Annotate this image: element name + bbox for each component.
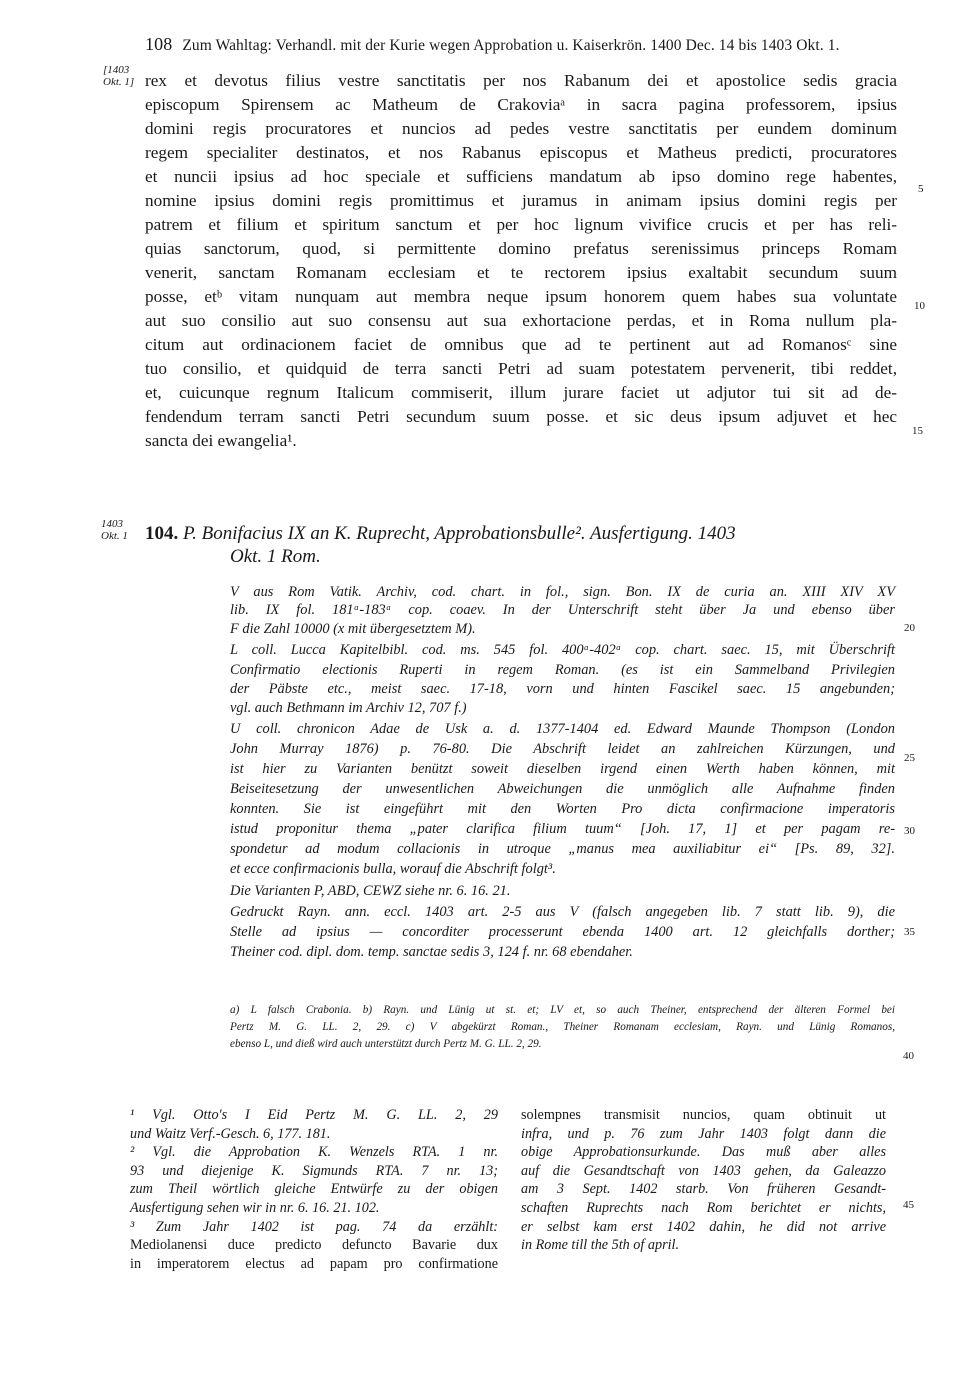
running-head-title: Zum Wahltag: Verhandl. mit der Kurie wegen Approbation u. Kaiserkrön. 1400 Dec. 14 bis 1403 Okt. 1. <box>182 37 840 54</box>
margin-note-doc-year: 1403 <box>101 518 123 530</box>
line-number: 10 <box>914 300 925 312</box>
source-line: John Murray 1876) p. 76-80. Die Abschrift leidet an zahlreichen Kürzungen, und <box>230 741 895 757</box>
body-line: tuo consilio, et quidquid de terra sancti Petri ad suam potestatem pervenerit, tibi reddet, <box>145 359 897 378</box>
variant-note-line: ebenso L, und dieß wird auch unterstützt durch Pertz M. G. LL. 2, 29. <box>230 1038 542 1050</box>
footnote-line: Ausfertigung sehen wir in nr. 6. 16. 21. 102. <box>130 1199 380 1216</box>
body-line: regem specialiter destinatos, et nos Rabanus episcopus et Matheus predicti, procuratores <box>145 143 897 162</box>
source-line: Stelle ad ipsius — concorditer processerunt ebenda 1400 art. 12 gleichfalls dorther; <box>230 924 895 940</box>
footnote-line: ² Vgl. die Approbation K. Wenzels RTA. 1 nr. <box>130 1144 498 1161</box>
body-line: et nuncii ipsius ad hoc speciale et sufficiens mandatum ab ipso domino rege habentes, <box>145 167 897 186</box>
body-line: et, cuicunque regnum Italicum commiserit, illum jurare faciet ut adjutor tui sit ad de- <box>145 383 897 402</box>
running-head <box>145 34 840 55</box>
body-line: rex et devotus filius vestre sanctitatis per nos Rabanum dei et apostolice sedis gracia <box>145 71 897 90</box>
body-line: nomine ipsius domini regis promittimus et juramus in animam ipsius domini regis per <box>145 191 897 210</box>
variant-note-line: Pertz M. G. LL. 2, 29. c) V abgekürzt Roman., Theiner Romanam ecclesiam, Rayn. und Lünig Romanos, <box>230 1021 895 1033</box>
source-line: lib. IX fol. 181ᵃ-183ᵃ cop. coaev. In der Unterschrift steht über Ja und ebenso über <box>230 602 895 618</box>
source-line: istud proponitur thema „pater clarifica filium tuum“ [Joh. 17, 1] et per pagam re- <box>230 821 895 837</box>
body-line: sancta dei ewangelia¹. <box>145 431 297 450</box>
document-number: 104. <box>145 523 179 544</box>
document-heading-line1: P. Bonifacius IX an K. Ruprecht, Approbationsbulle². Ausfertigung. 1403 <box>183 523 736 544</box>
footnotes-left-column <box>130 1106 498 1273</box>
footnote-line: obige Approbationsurkunde. Das muß aber alles <box>521 1144 886 1161</box>
footnote-line: und Waitz Verf.-Gesch. 6, 177. 181. <box>130 1125 331 1142</box>
footnote-line: in Rome till the 5th of april. <box>521 1237 680 1254</box>
body-line: fendendum terram sancti Petri secundum suum posse. et sic deus ipsum adjuvet et hec <box>145 407 897 426</box>
source-line: Beiseitesetzung der unwesentlichen Abweichungen die unmöglich alle Aufnahme finden <box>230 781 895 797</box>
footnote-line: in imperatorem electus ad papam pro confirmatione <box>130 1255 498 1272</box>
line-number: 45 <box>903 1199 914 1211</box>
source-line: vgl. auch Bethmann im Archiv 12, 707 f.) <box>230 700 467 716</box>
line-number: 35 <box>904 926 915 938</box>
line-number: 20 <box>904 622 915 634</box>
body-line: venerit, sanctam Romanam ecclesiam et te rectorem ipsius exaltabit secundum suum <box>145 263 897 282</box>
source-line: Theiner cod. dipl. dom. temp. sanctae sedis 3, 124 f. nr. 68 ebendaher. <box>230 944 633 960</box>
footnote-line: schaften Ruprechts nach Rom berichtet er nichts, <box>521 1199 886 1216</box>
footnote-line: ¹ Vgl. Otto's I Eid Pertz M. G. LL. 2, 29 <box>130 1107 498 1123</box>
source-line: V aus Rom Vatik. Archiv, cod. chart. in fol., sign. Bon. IX de curia an. XIII XIV XV <box>230 584 895 600</box>
source-line: ist hier zu Varianten benützt soweit dieselben irgend einen Werth haben können, mit <box>230 761 895 777</box>
source-line: Gedruckt Rayn. ann. eccl. 1403 art. 2-5 aus V (falsch angegeben lib. 7 statt lib. 9), die <box>230 904 895 920</box>
footnote-line: er selbst kam erst 1402 dahin, he did not arrive <box>521 1218 886 1235</box>
body-line: quias sanctorum, quod, si permittente domino prefatus serenissimus princeps Romam <box>145 239 897 258</box>
margin-note-doc-date: Okt. 1 <box>101 530 128 542</box>
source-line: et ecce confirmacionis bulla, worauf die Abschrift folgt³. <box>230 861 556 877</box>
page-number: 108 <box>145 34 173 54</box>
source-line: L coll. Lucca Kapitelbibl. cod. ms. 545 fol. 400ᵃ-402ᵃ cop. chart. saec. 15, mit Überschrift <box>230 642 895 658</box>
body-line: posse, etᵇ vitam nunquam aut membra neque ipsum honorem quem habes sua voluntate <box>145 287 897 306</box>
document-heading-line2: Okt. 1 Rom. <box>230 546 321 567</box>
footnote-line: solempnes transmisit nuncios, quam obtinuit ut <box>521 1107 886 1123</box>
source-line: konnten. Sie ist eingeführt mit den Worten Pro dicta confirmacione imperatoris <box>230 801 895 817</box>
footnotes-right-column <box>521 1106 886 1255</box>
line-number: 25 <box>904 752 915 764</box>
source-line: Die Varianten P, ABD, CEWZ siehe nr. 6. 16. 21. <box>230 883 511 899</box>
margin-note-top <box>103 64 134 88</box>
line-number: 40 <box>903 1050 914 1062</box>
body-line: domini regis procuratores et nuncios ad pedes vestre sanctitatis per eundem dominum <box>145 119 897 138</box>
footnote-line: zum Theil wörtlich gleiche Entwürfe zu der obigen <box>130 1181 498 1198</box>
footnote-line: Mediolanensi duce predicto defuncto Bavarie dux <box>130 1237 498 1254</box>
source-line: U coll. chronicon Adae de Usk a. d. 1377-1404 ed. Edward Maunde Thompson (London <box>230 721 895 737</box>
margin-note-top-date: Okt. 1] <box>103 76 135 88</box>
source-line: F die Zahl 10000 (x mit übergesetztem M). <box>230 621 476 637</box>
line-number: 15 <box>912 425 923 437</box>
footnote-line: am 3 Sept. 1402 starb. Von früheren Gesandt- <box>521 1181 886 1198</box>
document-heading <box>145 522 897 545</box>
body-line: aut suo consilio aut suo consensu aut sua exhortacione perdas, et in Roma nullum pla- <box>145 311 897 330</box>
source-line: spondetur ad modum collacionis in utroque „manus mea auxiliabitur ei“ [Ps. 89, 32]. <box>230 841 895 857</box>
footnote-line: ³ Zum Jahr 1402 ist pag. 74 da erzählt: <box>130 1218 498 1235</box>
body-line: citum aut ordinacionem faciet de omnibus que ad te pertinent aut ad Romanosᶜ sine <box>145 335 897 354</box>
source-line: der Päbste etc., meist saec. 17-18, vorn und hinten Fascikel saec. 15 angebunden; <box>230 681 895 697</box>
footnote-line: auf die Gesandtschaft von 1403 gehen, da Galeazzo <box>521 1162 886 1179</box>
footnote-line: 93 und diejenige K. Sigmunds RTA. 7 nr. 13; <box>130 1162 498 1179</box>
line-number: 30 <box>904 825 915 837</box>
line-number: 5 <box>918 183 924 195</box>
margin-note-top-year: [1403 <box>103 64 130 76</box>
variant-note-line: a) L falsch Crabonia. b) Rayn. und Lünig ut st. et; LV et, so auch Theiner, entsprechend der älteren Formel bei <box>230 1004 895 1016</box>
footnote-line: infra, und p. 76 zum Jahr 1403 folgt dann die <box>521 1125 886 1142</box>
source-line: Confirmatio electionis Ruperti in regem Roman. (es ist ein Sammelband Privilegien <box>230 662 895 678</box>
body-line: patrem et filium et spiritum sanctum et per hoc lignum vivifice crucis et per has reli- <box>145 215 897 234</box>
margin-note-doc <box>101 518 128 542</box>
body-line: episcopum Spirensem ac Matheum de Crakoviaᵃ in sacra pagina professorem, ipsius <box>145 95 897 114</box>
